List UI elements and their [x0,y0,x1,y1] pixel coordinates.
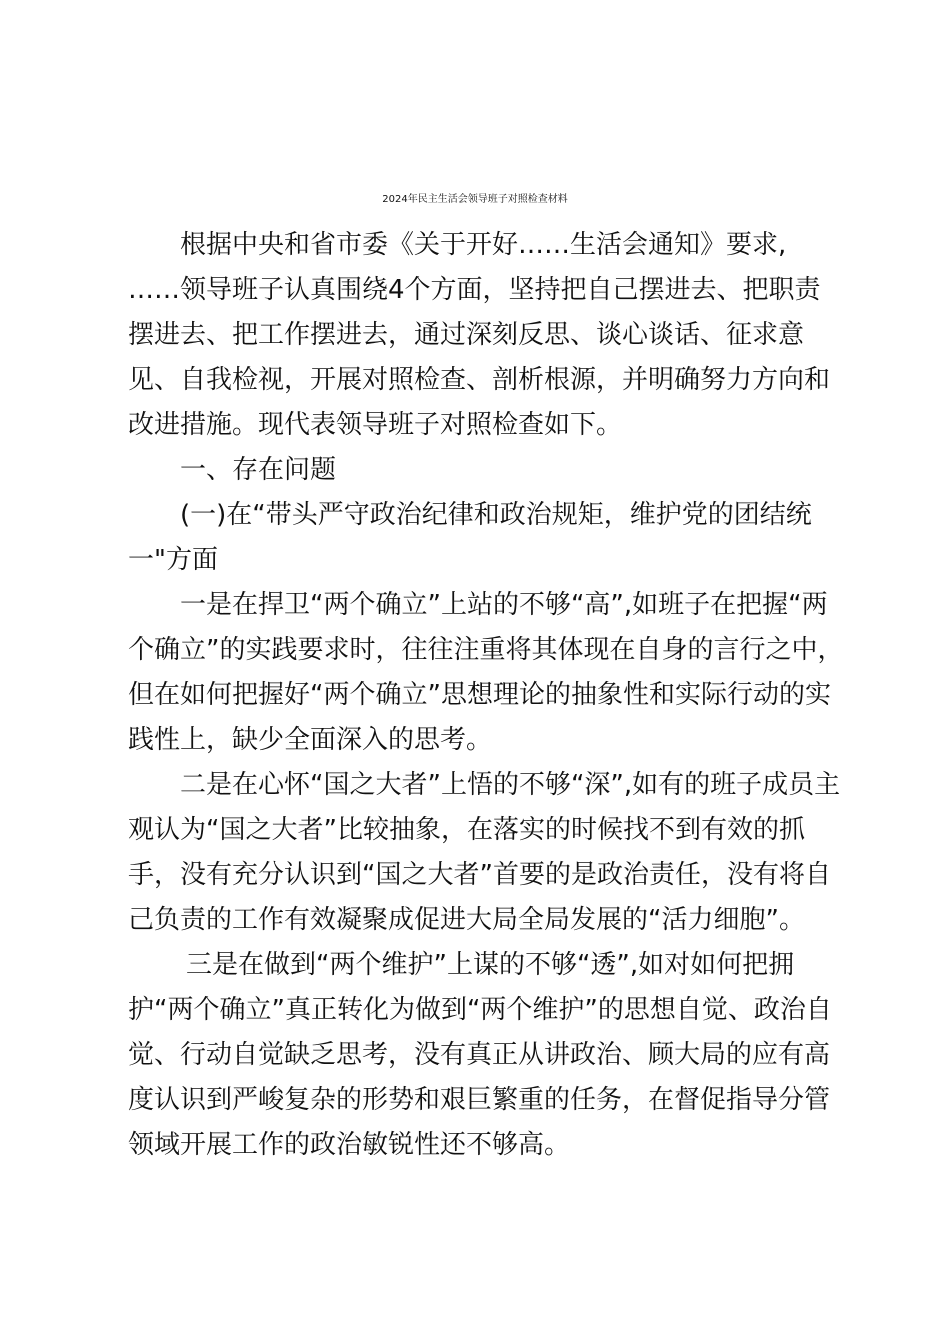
subsection-heading: (一)在“带头严守政治纪律和政治规矩，维护党的团结统 [180,500,812,530]
body-line: 观认为“国之大者”比较抽象，在落实的时候找不到有效的抓 [128,815,805,845]
body-line: 个确立”的实践要求时，往往注重将其体现在自身的言行之中， [128,635,844,665]
body-line: 己负责的工作有效凝聚成促进大局全局发展的“活力细胞”。 [128,905,805,935]
body-line: 见、自我检视，开展对照检查、剖析根源，并明确努力方向和 [128,365,831,395]
document-title: 2024年民主生活会领导班子对照检查材料 [382,194,568,205]
section-heading: 一、存在问题 [180,455,337,485]
body-line: 摆进去、把工作摆进去，通过深刻反思、谈心谈话、征求意 [128,320,805,350]
body-line: 度认识到严峻复杂的形势和艰巨繁重的任务，在督促指导分管 [128,1085,831,1115]
body-line: 但在如何把握好“两个确立”思想理论的抽象性和实际行动的实 [128,680,831,710]
body-line: ……领导班子认真围绕4个方面，坚持把自己摆进去、把职责 [128,275,821,305]
subsection-heading-continued: 一"方面 [128,545,218,575]
body-line: 手，没有充分认识到“国之大者”首要的是政治责任，没有将自 [128,860,831,890]
body-line: 一是在捍卫“两个确立”上站的不够“高”,如班子在把握“两 [180,590,828,620]
body-line: 觉、行动自觉缺乏思考，没有真正从讲政治、顾大局的应有高 [128,1040,831,1070]
body-line: 改进措施。现代表领导班子对照检查如下。 [128,410,623,440]
body-line: 护“两个确立”真正转化为做到“两个维护”的思想自觉、政治自 [128,995,832,1025]
body-line: 根据中央和省市委《关于开好……生活会通知》要求, [180,230,787,260]
body-line: 三是在做到“两个维护”上谋的不够“透”,如对如何把拥 [186,950,795,980]
body-line: 二是在心怀“国之大者”上悟的不够“深”,如有的班子成员主 [180,770,841,800]
body-line: 践性上，缺少全面深入的思考。 [128,725,493,755]
body-line: 领域开展工作的政治敏锐性还不够高。 [128,1130,571,1160]
